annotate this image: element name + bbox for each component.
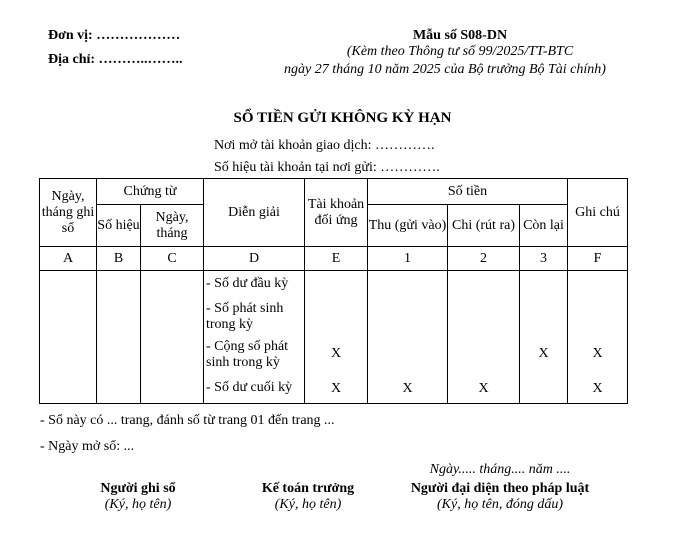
- code-e: E: [305, 247, 368, 271]
- code-d: D: [204, 247, 305, 271]
- signature-date: Ngày..... tháng.... năm ....: [429, 462, 571, 477]
- address-label: Địa chỉ: ………..……..: [48, 52, 183, 67]
- body-voucher-no-cell: [97, 271, 141, 404]
- mark-note-arising-total: X: [592, 346, 603, 361]
- code-b: B: [97, 247, 141, 271]
- body-voucher-date-cell: [141, 271, 204, 404]
- header-note: Ghi chú: [568, 179, 628, 247]
- legal-rep-title: Người đại diện theo pháp luật: [410, 481, 590, 496]
- header-description: Diễn giải: [204, 179, 305, 247]
- header-counter-account: Tài khoản đối ứng: [305, 179, 368, 247]
- header-amount: Số tiền: [368, 179, 568, 205]
- bookkeeper-title: Người ghi sổ: [100, 481, 176, 496]
- header-receipt: Thu (gửi vào): [368, 205, 448, 247]
- note-page-count: - Sổ này có ... trang, đánh số từ trang 01 đến trang ...: [40, 413, 335, 428]
- mark-counter-arising-total: X: [330, 346, 342, 361]
- circular-reference: (Kèm theo Thông tư số 99/2025/TT-BTC: [346, 44, 574, 59]
- page-title: SỔ TIỀN GỬI KHÔNG KỲ HẠN: [233, 110, 452, 126]
- mark-note-closing: X: [592, 381, 603, 396]
- circular-date: ngày 27 tháng 10 năm 2025 của Bộ trưởng Bộ Tài chính): [284, 62, 606, 77]
- header-voucher-date: Ngày, tháng: [141, 205, 204, 247]
- item-closing-balance: - Số dư cuối kỳ: [206, 380, 293, 395]
- unit-label: Đơn vị: ………………: [48, 28, 181, 43]
- body-receipt-cell: [368, 271, 448, 404]
- code-c: C: [141, 247, 204, 271]
- body-counter-account-cell: [305, 271, 368, 404]
- code-2: 2: [448, 247, 520, 271]
- body-note-cell: [568, 271, 628, 404]
- legal-rep-note: (Ký, họ tên, đóng dấu): [437, 497, 563, 512]
- header-voucher: Chứng từ: [97, 179, 204, 205]
- body-date-cell: [40, 271, 97, 404]
- code-1: 1: [368, 247, 448, 271]
- chief-accountant-title: Kế toán trưởng: [261, 481, 355, 496]
- header-payment: Chi (rút ra): [448, 205, 520, 247]
- account-number-line: Số hiệu tài khoản tại nơi gửi: ………….: [214, 160, 440, 175]
- form-code: Mẫu số S08-DN: [412, 28, 508, 43]
- body-payment-cell: [448, 271, 520, 404]
- mark-counter-closing: X: [330, 381, 342, 396]
- mark-payment-closing: X: [478, 381, 489, 396]
- item-arising: - Số phát sinh trong kỳ: [206, 301, 284, 332]
- bank-location-line: Nơi mở tài khoản giao dịch: ………….: [214, 138, 435, 153]
- code-3: 3: [520, 247, 568, 271]
- header-voucher-no: Số hiệu: [97, 205, 141, 247]
- item-opening-balance: - Số dư đầu kỳ: [206, 276, 289, 291]
- code-f: F: [568, 247, 628, 271]
- mark-receipt-closing: X: [402, 381, 413, 396]
- item-arising-total: - Cộng số phát sinh trong kỳ: [206, 339, 289, 370]
- ledger-table: [39, 178, 628, 404]
- header-balance: Còn lại: [520, 205, 568, 247]
- mark-balance-arising-total: X: [538, 346, 549, 361]
- bookkeeper-note: (Ký, họ tên): [104, 497, 172, 512]
- header-date: Ngày, tháng ghi sổ: [40, 179, 97, 247]
- body-description-cell: [204, 271, 305, 404]
- chief-accountant-note: (Ký, họ tên): [274, 497, 342, 512]
- note-open-date: - Ngày mở sổ: ...: [40, 439, 135, 454]
- body-balance-cell: [520, 271, 568, 404]
- code-a: A: [40, 247, 97, 271]
